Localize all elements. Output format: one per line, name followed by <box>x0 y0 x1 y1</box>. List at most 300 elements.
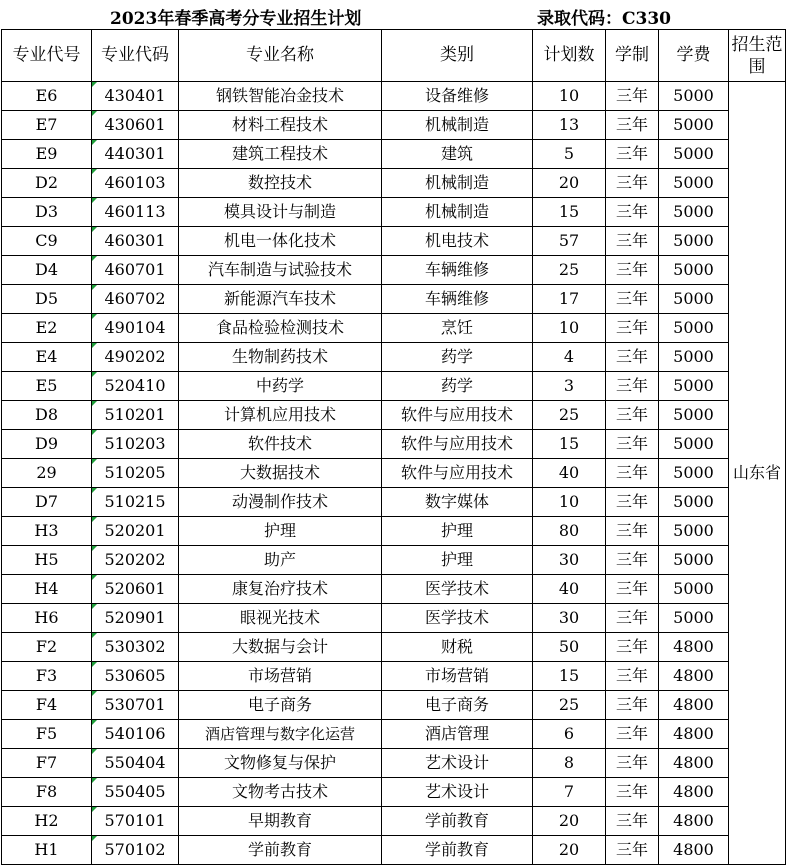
category-cell-text: 电子商务 <box>424 695 489 715</box>
table-row <box>2 517 786 546</box>
major-name-cell-text: 模具设计与制造 <box>223 202 336 222</box>
plan-count-cell <box>533 778 606 807</box>
major-code-cell-text: 490202 <box>104 347 166 367</box>
major-name-cell <box>179 256 382 285</box>
major-name-cell <box>179 227 382 256</box>
major-name-cell <box>179 662 382 691</box>
table-row <box>2 140 786 169</box>
major-name-cell <box>179 285 382 314</box>
cell-note-marker-icon <box>92 314 97 319</box>
major-name-cell-text: 生物制药技术 <box>231 347 328 367</box>
plan-count-cell-text: 40 <box>558 579 580 599</box>
major-name-cell-text: 护理 <box>263 521 296 541</box>
plan-count-cell <box>533 140 606 169</box>
major-id-cell-text: E9 <box>35 144 58 164</box>
major-name-cell <box>179 198 382 227</box>
major-code-cell <box>92 517 179 546</box>
category-cell-text: 学前教育 <box>424 840 489 860</box>
table-row <box>2 459 786 488</box>
plan-count-cell-text: 57 <box>558 231 580 251</box>
plan-count-cell <box>533 575 606 604</box>
duration-cell <box>606 662 659 691</box>
duration-cell <box>606 256 659 285</box>
cell-note-marker-icon <box>92 488 97 493</box>
cell-note-marker-icon <box>92 256 97 261</box>
tuition-cell-text: 4800 <box>673 840 714 860</box>
category-cell-text: 软件与应用技术 <box>400 405 513 425</box>
header-major-code: 专业代码 <box>92 30 179 82</box>
category-cell-text: 学前教育 <box>424 811 489 831</box>
table-row <box>2 633 786 662</box>
table-row <box>2 111 786 140</box>
cell-note-marker-icon <box>92 401 97 406</box>
duration-cell-text: 三年 <box>615 289 648 309</box>
plan-count-cell <box>533 343 606 372</box>
major-id-cell <box>2 111 92 140</box>
major-id-cell-text: F7 <box>35 753 58 773</box>
tuition-cell <box>659 82 729 111</box>
major-name-cell <box>179 546 382 575</box>
plan-count-cell <box>533 401 606 430</box>
table-row <box>2 82 786 111</box>
major-id-cell-text: H5 <box>34 550 59 570</box>
category-cell <box>382 314 533 343</box>
tuition-cell <box>659 169 729 198</box>
major-name-cell-text: 机电一体化技术 <box>223 231 336 251</box>
major-id-cell <box>2 604 92 633</box>
major-code-cell-text: 460702 <box>104 289 166 309</box>
major-id-cell <box>2 285 92 314</box>
tuition-cell <box>659 314 729 343</box>
major-name-cell <box>179 836 382 865</box>
major-id-cell-text: F2 <box>35 637 58 657</box>
tuition-cell <box>659 807 729 836</box>
tuition-cell-text: 4800 <box>673 811 714 831</box>
cell-note-marker-icon <box>92 372 97 377</box>
category-cell-text: 烹饪 <box>440 318 473 338</box>
tuition-cell-text: 5000 <box>673 86 714 106</box>
duration-cell <box>606 372 659 401</box>
plan-count-cell <box>533 372 606 401</box>
duration-cell-text: 三年 <box>615 840 648 860</box>
major-name-cell-text: 文物修复与保护 <box>223 753 336 773</box>
cell-note-marker-icon <box>92 343 97 348</box>
duration-cell <box>606 836 659 865</box>
tuition-cell-text: 5000 <box>673 347 714 367</box>
tuition-cell <box>659 343 729 372</box>
category-cell-text: 车辆维修 <box>424 289 489 309</box>
category-cell-text: 药学 <box>440 347 473 367</box>
plan-count-cell-text: 10 <box>558 86 580 106</box>
tuition-cell <box>659 198 729 227</box>
header-major-id: 专业代号 <box>2 30 92 82</box>
major-code-cell-text: 530605 <box>104 666 166 686</box>
plan-count-cell <box>533 430 606 459</box>
duration-cell-text: 三年 <box>615 434 648 454</box>
duration-cell <box>606 169 659 198</box>
major-code-cell-text: 430401 <box>104 86 166 106</box>
duration-cell-text: 三年 <box>615 173 648 193</box>
header-major-name: 专业名称 <box>179 30 382 82</box>
tuition-cell-text: 5000 <box>673 289 714 309</box>
cell-note-marker-icon <box>92 517 97 522</box>
header-category: 类别 <box>382 30 533 82</box>
tuition-cell-text: 4800 <box>673 782 714 802</box>
tuition-cell-text: 5000 <box>673 405 714 425</box>
table-row <box>2 662 786 691</box>
tuition-cell <box>659 285 729 314</box>
major-name-cell-text: 材料工程技术 <box>231 115 328 135</box>
duration-cell-text: 三年 <box>615 811 648 831</box>
major-id-cell-text: F3 <box>35 666 58 686</box>
major-name-cell <box>179 807 382 836</box>
cell-note-marker-icon <box>92 285 97 290</box>
major-name-cell-text: 助产 <box>263 550 296 570</box>
tuition-cell-text: 5000 <box>673 115 714 135</box>
duration-cell-text: 三年 <box>615 724 648 744</box>
major-id-cell-text: D2 <box>34 173 58 193</box>
duration-cell <box>606 691 659 720</box>
plan-count-cell-text: 50 <box>558 637 580 657</box>
major-name-cell <box>179 430 382 459</box>
major-id-cell <box>2 633 92 662</box>
table-row <box>2 285 786 314</box>
duration-cell <box>606 807 659 836</box>
tuition-cell-text: 5000 <box>673 318 714 338</box>
plan-count-cell-text: 25 <box>558 260 580 280</box>
category-cell-text: 财税 <box>440 637 473 657</box>
tuition-cell-text: 5000 <box>673 173 714 193</box>
major-name-cell-text: 电子商务 <box>247 695 312 715</box>
category-cell <box>382 111 533 140</box>
category-cell-text: 机械制造 <box>424 202 489 222</box>
major-code-cell <box>92 430 179 459</box>
duration-cell-text: 三年 <box>615 579 648 599</box>
category-cell-text: 市场营销 <box>424 666 489 686</box>
duration-cell <box>606 604 659 633</box>
tuition-cell <box>659 140 729 169</box>
major-code-cell-text: 530701 <box>104 695 166 715</box>
major-name-cell-text: 大数据与会计 <box>231 637 328 657</box>
major-code-cell-text: 520202 <box>104 550 166 570</box>
table-row <box>2 314 786 343</box>
major-name-cell <box>179 372 382 401</box>
category-cell-text: 软件与应用技术 <box>400 463 513 483</box>
category-cell <box>382 227 533 256</box>
plan-count-cell <box>533 517 606 546</box>
major-code-cell-text: 430601 <box>104 115 166 135</box>
plan-count-cell-text: 13 <box>558 115 580 135</box>
major-code-cell-text: 520410 <box>104 376 166 396</box>
major-code-cell-text: 520601 <box>104 579 166 599</box>
category-cell <box>382 633 533 662</box>
major-code-cell-text: 510203 <box>104 434 166 454</box>
major-id-cell-text: C9 <box>35 231 58 251</box>
category-cell <box>382 169 533 198</box>
admission-code: 录取代码：C330 <box>537 9 672 29</box>
cell-note-marker-icon <box>92 82 97 87</box>
plan-count-cell-text: 6 <box>563 724 575 744</box>
tuition-cell-text: 4800 <box>673 666 714 686</box>
plan-count-cell-text: 17 <box>558 289 580 309</box>
major-name-cell <box>179 140 382 169</box>
category-cell <box>382 256 533 285</box>
plan-count-cell-text: 25 <box>558 695 580 715</box>
major-id-cell-text: D4 <box>34 260 58 280</box>
cell-note-marker-icon <box>92 227 97 232</box>
major-name-cell <box>179 111 382 140</box>
major-name-cell-text: 数控技术 <box>247 173 312 193</box>
table-row <box>2 749 786 778</box>
duration-cell-text: 三年 <box>615 463 648 483</box>
duration-cell-text: 三年 <box>615 782 648 802</box>
tuition-cell <box>659 633 729 662</box>
major-id-cell-text: 29 <box>36 463 57 483</box>
major-name-cell-text: 新能源汽车技术 <box>223 289 336 309</box>
plan-count-cell <box>533 691 606 720</box>
duration-cell-text: 三年 <box>615 260 648 280</box>
header-region: 招生范围 <box>729 30 786 82</box>
category-cell-text: 护理 <box>440 521 473 541</box>
duration-cell-text: 三年 <box>615 86 648 106</box>
category-cell-text: 机电技术 <box>424 231 489 251</box>
duration-cell-text: 三年 <box>615 637 648 657</box>
tuition-cell <box>659 372 729 401</box>
header-tuition: 学费 <box>659 30 729 82</box>
plan-count-cell <box>533 546 606 575</box>
major-code-cell-text: 510205 <box>104 463 166 483</box>
category-cell <box>382 430 533 459</box>
category-cell <box>382 691 533 720</box>
major-code-cell-text: 510201 <box>104 405 166 425</box>
plan-count-cell <box>533 82 606 111</box>
plan-count-cell-text: 40 <box>558 463 580 483</box>
tuition-cell-text: 5000 <box>673 550 714 570</box>
major-id-cell-text: D8 <box>34 405 58 425</box>
duration-cell <box>606 546 659 575</box>
major-id-cell-text: H2 <box>34 811 59 831</box>
major-id-cell-text: H3 <box>34 521 59 541</box>
plan-count-cell-text: 4 <box>563 347 575 367</box>
major-code-cell-text: 490104 <box>104 318 166 338</box>
major-id-cell-text: E2 <box>35 318 58 338</box>
cell-note-marker-icon <box>92 169 97 174</box>
major-id-cell <box>2 401 92 430</box>
plan-count-cell <box>533 488 606 517</box>
table-row <box>2 256 786 285</box>
major-code-cell <box>92 343 179 372</box>
major-name-cell-text: 文物考古技术 <box>231 782 328 802</box>
major-name-cell <box>179 778 382 807</box>
duration-cell <box>606 285 659 314</box>
cell-note-marker-icon <box>92 749 97 754</box>
tuition-cell <box>659 778 729 807</box>
major-code-cell-text: 520201 <box>104 521 166 541</box>
major-id-cell <box>2 575 92 604</box>
category-cell <box>382 546 533 575</box>
major-code-cell <box>92 691 179 720</box>
cell-note-marker-icon <box>92 604 97 609</box>
tuition-cell-text: 5000 <box>673 463 714 483</box>
table-row <box>2 343 786 372</box>
plan-count-cell <box>533 807 606 836</box>
category-cell <box>382 488 533 517</box>
tuition-cell-text: 5000 <box>673 492 714 512</box>
plan-count-cell-text: 20 <box>558 811 580 831</box>
cell-note-marker-icon <box>92 575 97 580</box>
cell-note-marker-icon <box>92 459 97 464</box>
major-id-cell <box>2 488 92 517</box>
major-name-cell-text: 计算机应用技术 <box>223 405 336 425</box>
major-id-cell <box>2 82 92 111</box>
plan-count-cell-text: 3 <box>563 376 575 396</box>
tuition-cell <box>659 720 729 749</box>
major-id-cell-text: D5 <box>34 289 58 309</box>
cell-note-marker-icon <box>92 720 97 725</box>
major-id-cell-text: D7 <box>34 492 58 512</box>
major-id-cell-text: E7 <box>35 115 58 135</box>
major-name-cell <box>179 314 382 343</box>
tuition-cell-text: 4800 <box>673 695 714 715</box>
cell-note-marker-icon <box>92 778 97 783</box>
major-id-cell <box>2 836 92 865</box>
tuition-cell-text: 4800 <box>673 637 714 657</box>
tuition-cell <box>659 749 729 778</box>
table-body <box>2 82 786 865</box>
category-cell-text: 软件与应用技术 <box>400 434 513 454</box>
major-code-cell <box>92 836 179 865</box>
major-code-cell-text: 460701 <box>104 260 166 280</box>
cell-note-marker-icon <box>92 662 97 667</box>
major-id-cell <box>2 227 92 256</box>
major-name-cell-text: 钢铁智能冶金技术 <box>215 86 344 106</box>
category-cell <box>382 372 533 401</box>
major-name-cell <box>179 488 382 517</box>
major-name-cell <box>179 633 382 662</box>
category-cell-text: 数字媒体 <box>424 492 489 512</box>
duration-cell-text: 三年 <box>615 144 648 164</box>
cell-note-marker-icon <box>92 430 97 435</box>
category-cell <box>382 285 533 314</box>
major-code-cell <box>92 372 179 401</box>
major-name-cell <box>179 720 382 749</box>
enrollment-plan-table <box>1 29 786 865</box>
major-code-cell <box>92 401 179 430</box>
category-cell-text: 艺术设计 <box>424 753 489 773</box>
major-id-cell <box>2 720 92 749</box>
plan-count-cell-text: 30 <box>558 608 580 628</box>
tuition-cell <box>659 227 729 256</box>
duration-cell <box>606 111 659 140</box>
major-name-cell-text: 眼视光技术 <box>239 608 320 628</box>
major-id-cell <box>2 169 92 198</box>
major-name-cell-text: 中药学 <box>255 376 304 396</box>
plan-count-cell <box>533 633 606 662</box>
major-code-cell <box>92 285 179 314</box>
category-cell-text: 艺术设计 <box>424 782 489 802</box>
category-cell <box>382 604 533 633</box>
tuition-cell <box>659 575 729 604</box>
major-id-cell <box>2 314 92 343</box>
category-cell <box>382 749 533 778</box>
table-row <box>2 720 786 749</box>
table-row <box>2 372 786 401</box>
major-code-cell <box>92 459 179 488</box>
plan-count-cell <box>533 314 606 343</box>
major-id-cell <box>2 546 92 575</box>
plan-count-cell-text: 15 <box>558 666 580 686</box>
duration-cell <box>606 140 659 169</box>
category-cell <box>382 778 533 807</box>
cell-note-marker-icon <box>92 111 97 116</box>
duration-cell <box>606 488 659 517</box>
plan-count-cell <box>533 111 606 140</box>
tuition-cell <box>659 111 729 140</box>
cell-note-marker-icon <box>92 633 97 638</box>
major-code-cell-text: 540106 <box>104 724 166 744</box>
duration-cell <box>606 720 659 749</box>
title-bar <box>0 0 787 29</box>
tuition-cell-text: 4800 <box>673 724 714 744</box>
cell-note-marker-icon <box>92 807 97 812</box>
tuition-cell-text: 5000 <box>673 521 714 541</box>
major-name-cell <box>179 401 382 430</box>
duration-cell-text: 三年 <box>615 608 648 628</box>
major-code-cell-text: 460301 <box>104 231 166 251</box>
tuition-cell <box>659 836 729 865</box>
duration-cell <box>606 401 659 430</box>
duration-cell-text: 三年 <box>615 550 648 570</box>
major-id-cell <box>2 372 92 401</box>
major-code-cell <box>92 778 179 807</box>
cell-note-marker-icon <box>92 691 97 696</box>
major-id-cell <box>2 749 92 778</box>
major-name-cell-text: 软件技术 <box>247 434 312 454</box>
cell-note-marker-icon <box>92 198 97 203</box>
plan-count-cell <box>533 198 606 227</box>
major-id-cell-text: E5 <box>35 376 58 396</box>
major-name-cell-text: 酒店管理与数字化运营 <box>204 724 355 743</box>
major-id-cell-text: H1 <box>34 840 59 860</box>
plan-count-cell <box>533 836 606 865</box>
tuition-cell <box>659 662 729 691</box>
category-cell <box>382 343 533 372</box>
major-name-cell <box>179 575 382 604</box>
cell-note-marker-icon <box>92 836 97 841</box>
category-cell-text: 设备维修 <box>424 86 489 106</box>
major-name-cell <box>179 459 382 488</box>
plan-count-cell <box>533 285 606 314</box>
tuition-cell-text: 5000 <box>673 434 714 454</box>
major-id-cell <box>2 517 92 546</box>
duration-cell-text: 三年 <box>615 521 648 541</box>
major-code-cell-text: 520901 <box>104 608 166 628</box>
plan-count-cell-text: 8 <box>563 753 575 773</box>
tuition-cell-text: 5000 <box>673 376 714 396</box>
duration-cell <box>606 633 659 662</box>
major-code-cell <box>92 807 179 836</box>
category-cell-text: 医学技术 <box>424 608 489 628</box>
category-cell-text: 酒店管理 <box>424 724 489 744</box>
major-name-cell <box>179 82 382 111</box>
major-id-cell-text: H4 <box>34 579 59 599</box>
duration-cell <box>606 575 659 604</box>
tuition-cell-text: 5000 <box>673 144 714 164</box>
major-name-cell <box>179 749 382 778</box>
tuition-cell <box>659 488 729 517</box>
major-code-cell <box>92 575 179 604</box>
major-code-cell-text: 460113 <box>104 202 166 222</box>
